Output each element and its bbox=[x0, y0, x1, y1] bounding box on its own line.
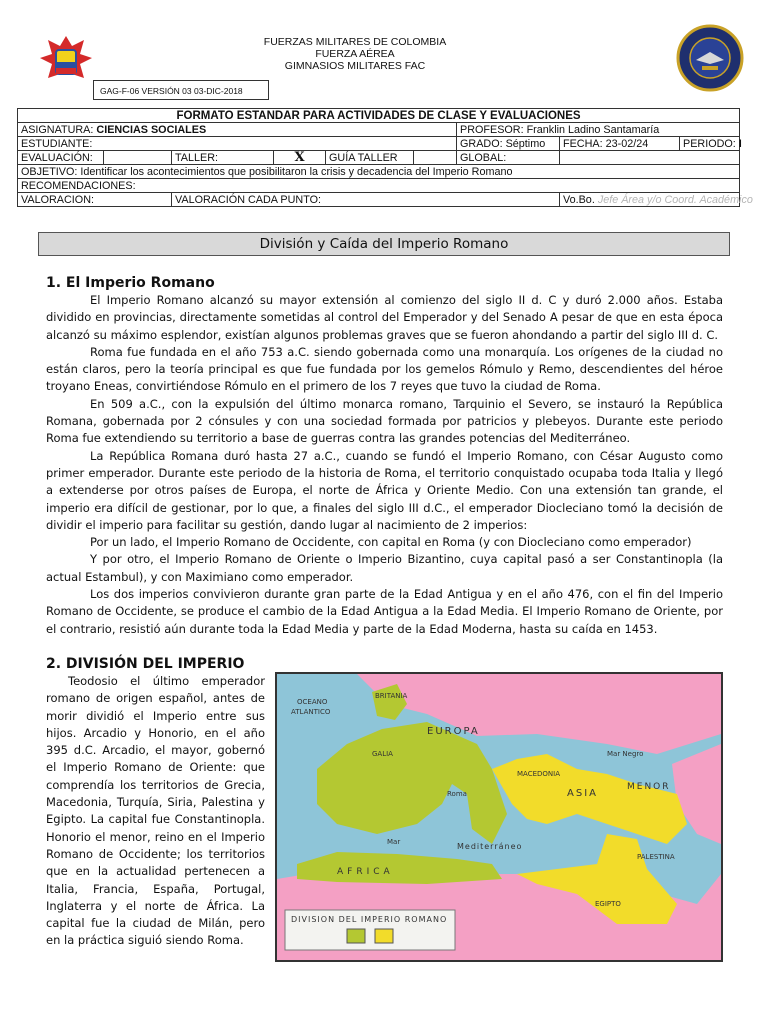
section-1-paragraph: Y por otro, el Imperio Romano de Oriente o Imperio Bizantino, cuya capital pasó a ser Constantinopla (la actual Estambul), y con Maximiano como emperador. bbox=[46, 552, 723, 584]
map-legend-west-swatch bbox=[347, 929, 365, 943]
approval-cell bbox=[560, 193, 753, 207]
document-code: GAG-F-06 VERSIÓN 03 03-DIC-2018 bbox=[93, 80, 269, 100]
section-1-paragraph: El Imperio Romano alcanzó su mayor extensión al comienzo del siglo II d. C y duró 2.000 años. Estaba dividido en provincias, directamente sometidas al control del Emperador y del Senado A pesar de que en esta época alcanzó su máximo esplendor, existían algunos problemas graves que se fueron ahondando a partir del siglo III d. C. bbox=[46, 293, 723, 342]
section-1-paragraph: Por un lado, el Imperio Romano de Occidente, con capital en Roma (y con Diocleciano como emperador) bbox=[90, 535, 692, 550]
period-cell bbox=[680, 137, 740, 151]
map-label-macedonia: MACEDONIA bbox=[517, 770, 561, 778]
guide-checkbox[interactable] bbox=[414, 151, 457, 165]
recommendations-field[interactable]: RECOMENDACIONES: bbox=[18, 179, 740, 193]
map-label-menor: MENOR bbox=[627, 782, 671, 792]
section-1-paragraph: La República Romana duró hasta 27 a.C., cuando se fundó el Imperio Romano, con César Augusto como primer emperador. Durante este periodo de la historia de Roma, el territorio conquistado ocupaba toda Italia y llegó a extenderse por otros países de Europa, el norte de África y Oriente Medio. Con una extensión tan grande, el imperio era difícil de gestionar, por lo que, a finales del siglo III d.C., el emperador Diocleciano tomó la decisión de dividir el imperio para facilitar su gestión, dando lugar al nacimiento de 2 imperios: bbox=[46, 448, 723, 532]
subject-cell bbox=[18, 123, 457, 137]
header-line-1: FUERZAS MILITARES DE COLOMBIA bbox=[263, 36, 447, 48]
map-legend-east-swatch bbox=[375, 929, 393, 943]
map-label-palestina: PALESTINA bbox=[637, 853, 675, 861]
guide-label: GUÍA TALLER bbox=[326, 151, 414, 165]
school-seal-icon bbox=[676, 24, 744, 92]
section-1-heading: 1. El Imperio Romano bbox=[46, 275, 215, 291]
section-1-paragraph: Roma fue fundada en el año 753 a.C. siendo gobernada como una monarquía. Los orígenes de la ciudad no están claros, pero la teoría principal es que fue fundada por los gemelos Rómulo y Remo, descendientes del héroe troyano Eneas, convirtiéndose Rómulo en el primero de los 7 reyes que tuvo la ciudad de Roma. bbox=[46, 344, 723, 394]
map-label-atlantico: ATLANTICO bbox=[291, 708, 331, 716]
valuation-field[interactable]: VALORACION: bbox=[18, 193, 172, 207]
evaluation-checkbox[interactable] bbox=[104, 151, 172, 165]
global-checkbox[interactable] bbox=[560, 151, 740, 165]
header-line-3: GIMNASIOS MILITARES FAC bbox=[284, 60, 426, 72]
map-label-europa: EUROPA bbox=[427, 726, 480, 737]
form-title: FORMATO ESTANDAR PARA ACTIVIDADES DE CLASE Y EVALUACIONES bbox=[18, 109, 740, 123]
map-label-roma: Roma bbox=[447, 790, 467, 798]
grade-cell: GRADO: Séptimo bbox=[457, 137, 560, 151]
header-line-2: FUERZA AÉREA bbox=[315, 48, 395, 60]
fac-crest-icon bbox=[38, 32, 94, 88]
map-legend-title: DIVISION DEL IMPERIO ROMANO bbox=[291, 915, 448, 924]
map-label-oceano: OCEANO bbox=[297, 698, 328, 706]
teacher-cell: PROFESOR: Franklin Ladino Santamaría bbox=[457, 123, 740, 137]
section-2-body bbox=[46, 673, 265, 950]
evaluation-label: EVALUACIÓN: bbox=[18, 151, 104, 165]
approval-label: Vo.Bo. bbox=[563, 193, 595, 206]
period-label: PERIODO: bbox=[683, 137, 736, 150]
map-label-mediterraneo: Mediterráneo bbox=[457, 842, 523, 851]
map-label-asia: ASIA bbox=[567, 788, 598, 799]
map-label-mar: Mar bbox=[387, 838, 401, 846]
student-field[interactable]: ESTUDIANTE: bbox=[18, 137, 457, 151]
workshop-checkbox[interactable]: X bbox=[274, 151, 326, 165]
objective-cell: OBJETIVO: Identificar los acontecimientos que posibilitaron la crisis y decadencia del Imperio Romano bbox=[18, 165, 740, 179]
workshop-label: TALLER: bbox=[172, 151, 274, 165]
section-1-paragraph: En 509 a.C., con la expulsión del último monarca romano, Tarquinio el Severo, se instauró la República Romana, gobernada por 2 cónsules y con una sociedad formada por patricios y plebeyos. Durante este periodo Roma fue extendiendo su territorio a base de guerras contra las grandes potencias del Mediterráneo. bbox=[46, 396, 723, 446]
valuation-per-point-field[interactable]: VALORACIÓN CADA PUNTO: bbox=[172, 193, 560, 207]
map-label-mar-negro: Mar Negro bbox=[607, 750, 644, 758]
map-label-galia: GALIA bbox=[372, 750, 393, 758]
topic-banner: División y Caída del Imperio Romano bbox=[38, 232, 730, 256]
global-label: GLOBAL: bbox=[457, 151, 560, 165]
subject-label: ASIGNATURA: bbox=[21, 123, 94, 136]
date-cell: FECHA: 23-02/24 bbox=[560, 137, 680, 151]
subject-value: CIENCIAS SOCIALES bbox=[96, 123, 207, 136]
institution-header bbox=[200, 36, 510, 72]
period-value: I bbox=[738, 137, 742, 150]
map-legend bbox=[285, 910, 455, 950]
activity-form-table bbox=[17, 108, 753, 207]
empire-division-map bbox=[275, 672, 723, 962]
section-1-paragraph: Los dos imperios convivieron durante gran parte de la Edad Antigua y en el año 476, con el fin del Imperio Romano de Occidente, se produce el cambio de la Edad Antigua a la Edad Media. El Imperio Romano de Oriente, por el contrario, resistió aún durante toda la Edad Media y parte de la Edad Moderna, hasta su caída en 1453. bbox=[46, 587, 723, 636]
approval-placeholder: Jefe Área y/o Coord. Académico bbox=[597, 193, 753, 206]
map-label-britania: BRITANIA bbox=[375, 692, 408, 700]
section-1-body bbox=[46, 292, 723, 638]
map-label-egipto: EGIPTO bbox=[595, 900, 621, 908]
map-label-africa: AFRICA bbox=[337, 867, 394, 877]
section-2-heading: 2. DIVISIÓN DEL IMPERIO bbox=[46, 656, 245, 672]
section-2-paragraph: Teodosio el último emperador romano de origen español, antes de morir dividió el Imperio entre sus hijos. Arcadio y Honorio, en el año 395 d.C. Arcadio, el mayor, gobernó el Imperio Romano de Oriente: que comprendía los territorios de Grecia, Macedonia, Turquía, Siria, Palestina y Egipto. La capital fue Constantinopla. Honorio el menor, reino en el Imperio Romano de Occidente; los territorios que en la actualidad pertenecen a Italia, Francia, España, Portugal, Inglaterra y el norte de África. La capital fue la ciudad de Milán, pero en la práctica siguió siendo Roma. bbox=[46, 674, 265, 948]
